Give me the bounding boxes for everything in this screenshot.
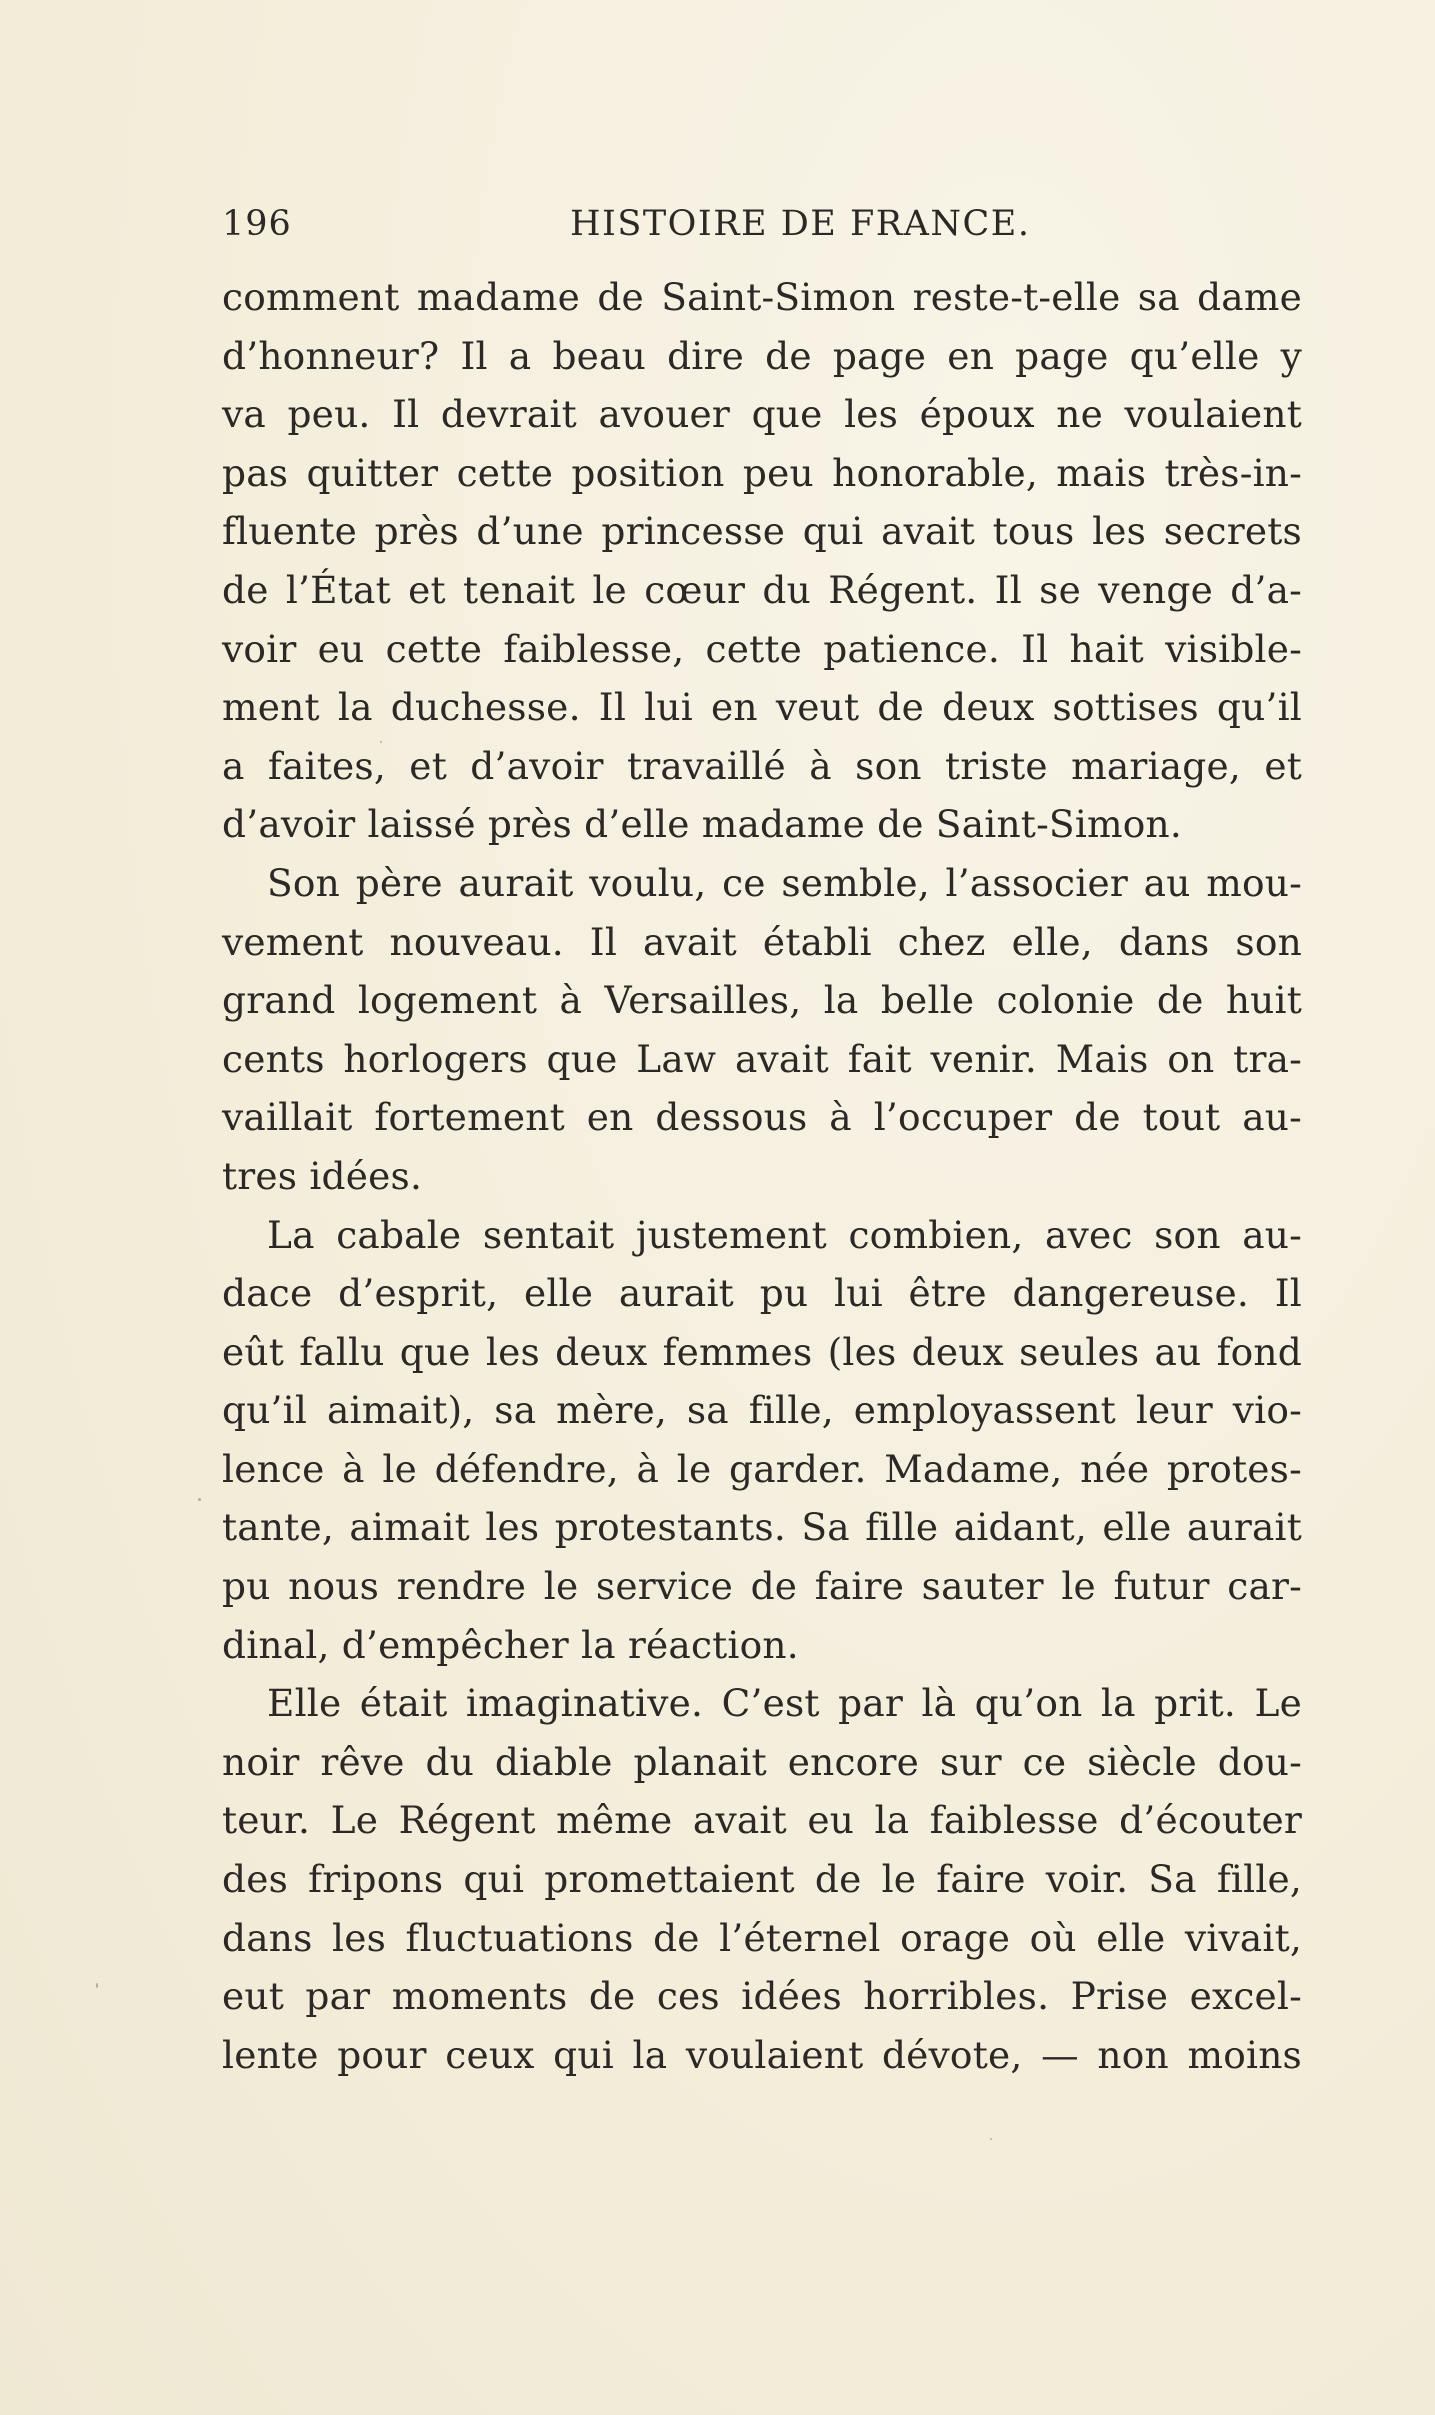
paragraph-start-line: La cabale sentait justement combien, avec son au- — [267, 1212, 1302, 1257]
text-line: va peu. Il devrait avouer que les époux ne voulaient — [222, 392, 1302, 437]
page-number: 196 — [222, 204, 292, 244]
paper-speck — [96, 1983, 98, 1988]
text-line: teur. Le Régent même avait eu la faiblesse d’écouter — [222, 1798, 1302, 1843]
text-line: de l’État et tenait le cœur du Régent. Il se venge d’a- — [222, 567, 1302, 612]
book-page — [222, 0, 1302, 2415]
paragraph-start-line: Elle était imaginative. C’est par là qu’on la prit. Le — [267, 1681, 1302, 1726]
text-line: d’honneur? Il a beau dire de page en page qu’elle y — [222, 333, 1302, 378]
running-title: HISTOIRE DE FRANCE. — [570, 204, 1031, 244]
paper-speck — [380, 741, 382, 743]
text-line: a faites, et d’avoir travaillé à son triste mariage, et — [222, 743, 1302, 788]
text-line: cents horlogers que Law avait fait venir. Mais on tra- — [222, 1036, 1302, 1081]
paper-speck — [990, 2138, 992, 2140]
text-line: grand logement à Versailles, la belle colonie de huit — [222, 978, 1302, 1023]
text-line: d’avoir laissé près d’elle madame de Saint-Simon. — [222, 802, 1183, 847]
text-line: vaillait fortement en dessous à l’occuper de tout au- — [222, 1095, 1302, 1140]
text-line: noir rêve du diable planait encore sur ce siècle dou- — [222, 1739, 1302, 1784]
text-line: lente pour ceux qui la voulaient dévote, — non moins — [222, 2032, 1302, 2077]
text-line: comment madame de Saint-Simon reste-t-elle sa dame — [222, 275, 1302, 319]
text-line: pas quitter cette position peu honorable, mais très-in- — [222, 450, 1302, 495]
text-line: eût fallu que les deux femmes (les deux seules au fond — [222, 1329, 1302, 1374]
text-line: vement nouveau. Il avait établi chez elle, dans son — [222, 919, 1302, 964]
text-line: fluente près d’une princesse qui avait tous les secrets — [222, 509, 1302, 554]
text-line: tres idées. — [222, 1153, 423, 1198]
text-line: dace d’esprit, elle aurait pu lui être dangereuse. Il — [222, 1271, 1302, 1316]
running-head — [222, 204, 1302, 252]
text-line: voir eu cette faiblesse, cette patience. Il hait visible- — [222, 626, 1302, 671]
text-line: des fripons qui promettaient de le faire voir. Sa fille, — [222, 1857, 1302, 1902]
paper-speck — [198, 1498, 201, 1501]
text-line: ment la duchesse. Il lui en veut de deux sottises qu’il — [222, 685, 1302, 730]
text-line: qu’il aimait), sa mère, sa fille, employassent leur vio- — [222, 1388, 1302, 1433]
text-line: dans les fluctuations de l’éternel orage où elle vivait, — [222, 1915, 1302, 1960]
text-line: eut par moments de ces idées horribles. Prise excel- — [222, 1974, 1302, 2019]
paragraph-start-line: Son père aurait voulu, ce semble, l’associer au mou- — [267, 860, 1302, 905]
text-line: tante, aimait les protestants. Sa fille aidant, elle aurait — [222, 1505, 1302, 1550]
text-line: lence à le défendre, à le garder. Madame, née protes- — [222, 1446, 1302, 1491]
text-line: pu nous rendre le service de faire sauter le futur car- — [222, 1564, 1302, 1609]
body-text — [222, 268, 1302, 2084]
text-line: dinal, d’empêcher la réaction. — [222, 1622, 799, 1667]
